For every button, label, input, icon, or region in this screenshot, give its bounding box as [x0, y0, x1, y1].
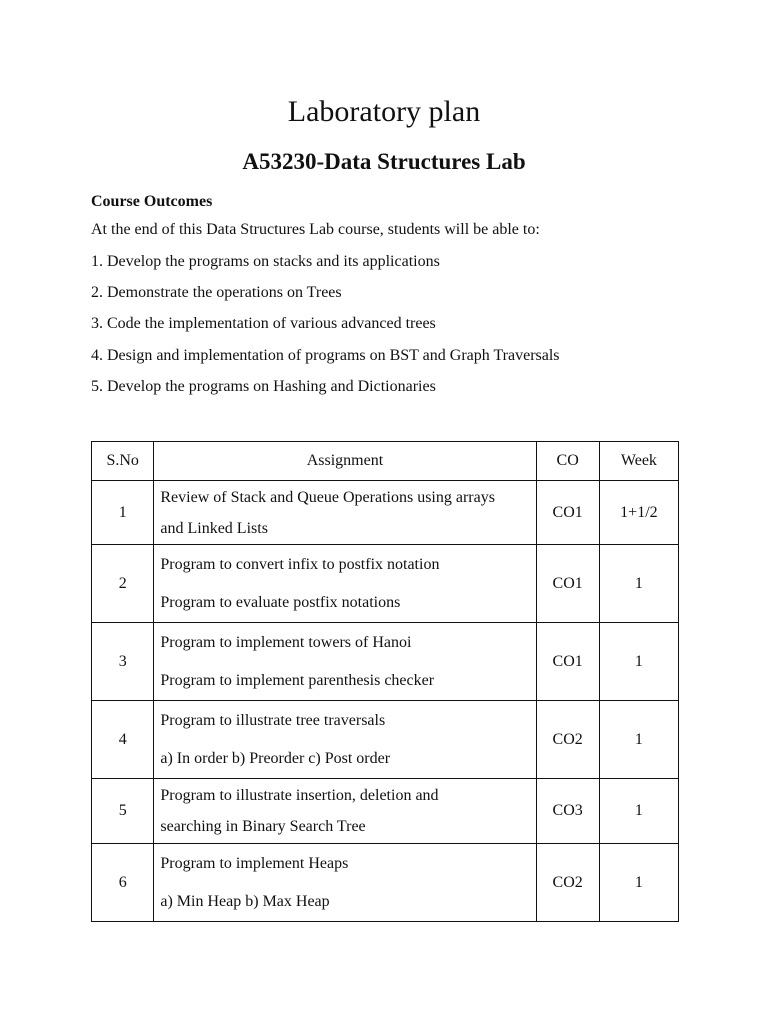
course-outcomes-section — [91, 190, 731, 402]
table-header-row — [92, 442, 679, 481]
cell-co: CO1 — [536, 545, 599, 623]
cell-sno: 6 — [92, 844, 154, 922]
table-row — [92, 701, 679, 779]
cell-sno: 2 — [92, 545, 154, 623]
outcome-item: 2. Demonstrate the operations on Trees — [91, 284, 342, 302]
header-week: Week — [599, 442, 678, 481]
cell-assignment — [154, 844, 536, 922]
cell-assignment — [154, 779, 536, 844]
assignment-line: Program to implement Heaps — [160, 854, 349, 872]
cell-week: 1 — [599, 623, 678, 701]
cell-sno: 3 — [92, 623, 154, 701]
assignment-line: a) In order b) Preorder c) Post order — [160, 749, 391, 767]
cell-co: CO2 — [536, 844, 599, 922]
assignment-line: Program to illustrate tree traversals — [160, 711, 386, 729]
cell-sno: 5 — [92, 779, 154, 844]
table-row — [92, 623, 679, 701]
cell-week: 1 — [599, 779, 678, 844]
cell-assignment — [154, 623, 536, 701]
assignment-line: Review of Stack and Queue Operations using arrays — [160, 488, 495, 506]
cell-sno: 4 — [92, 701, 154, 779]
header-assignment: Assignment — [154, 442, 536, 481]
cell-week: 1 — [599, 844, 678, 922]
assignment-line: searching in Binary Search Tree — [160, 818, 366, 835]
assignment-line: Program to illustrate insertion, deletion and — [160, 787, 439, 804]
cell-assignment — [154, 545, 536, 623]
assignment-line: Program to convert infix to postfix notation — [160, 555, 440, 573]
table-row — [92, 481, 679, 545]
assignment-line: Program to implement towers of Hanoi — [160, 633, 412, 651]
outcome-item: 5. Develop the programs on Hashing and Dictionaries — [91, 377, 436, 395]
lab-plan-table — [91, 441, 679, 922]
cell-co: CO3 — [536, 779, 599, 844]
course-outcomes-intro: At the end of this Data Structures Lab course, students will be able to: — [91, 221, 540, 238]
cell-sno: 1 — [92, 481, 154, 545]
outcome-item: 4. Design and implementation of programs on BST and Graph Traversals — [91, 346, 560, 364]
cell-co: CO2 — [536, 701, 599, 779]
header-co: CO — [536, 442, 599, 481]
outcome-item: 1. Develop the programs on stacks and its applications — [91, 253, 440, 270]
assignment-line: Program to evaluate postfix notations — [160, 593, 401, 611]
cell-week: 1 — [599, 545, 678, 623]
cell-assignment — [154, 701, 536, 779]
table-row — [92, 844, 679, 922]
cell-co: CO1 — [536, 481, 599, 545]
outcome-item: 3. Code the implementation of various advanced trees — [91, 315, 436, 333]
table-row — [92, 779, 679, 844]
course-outcomes-heading: Course Outcomes — [91, 193, 213, 210]
assignment-line: Program to implement parenthesis checker — [160, 671, 435, 689]
cell-assignment — [154, 481, 536, 545]
cell-week: 1+1/2 — [599, 481, 678, 545]
assignment-line: a) Min Heap b) Max Heap — [160, 892, 330, 910]
cell-week: 1 — [599, 701, 678, 779]
course-title: A53230-Data Structures Lab — [242, 149, 526, 174]
assignment-line: and Linked Lists — [160, 519, 268, 537]
page-title: Laboratory plan — [287, 95, 481, 128]
header-sno: S.No — [92, 442, 154, 481]
table-row — [92, 545, 679, 623]
cell-co: CO1 — [536, 623, 599, 701]
